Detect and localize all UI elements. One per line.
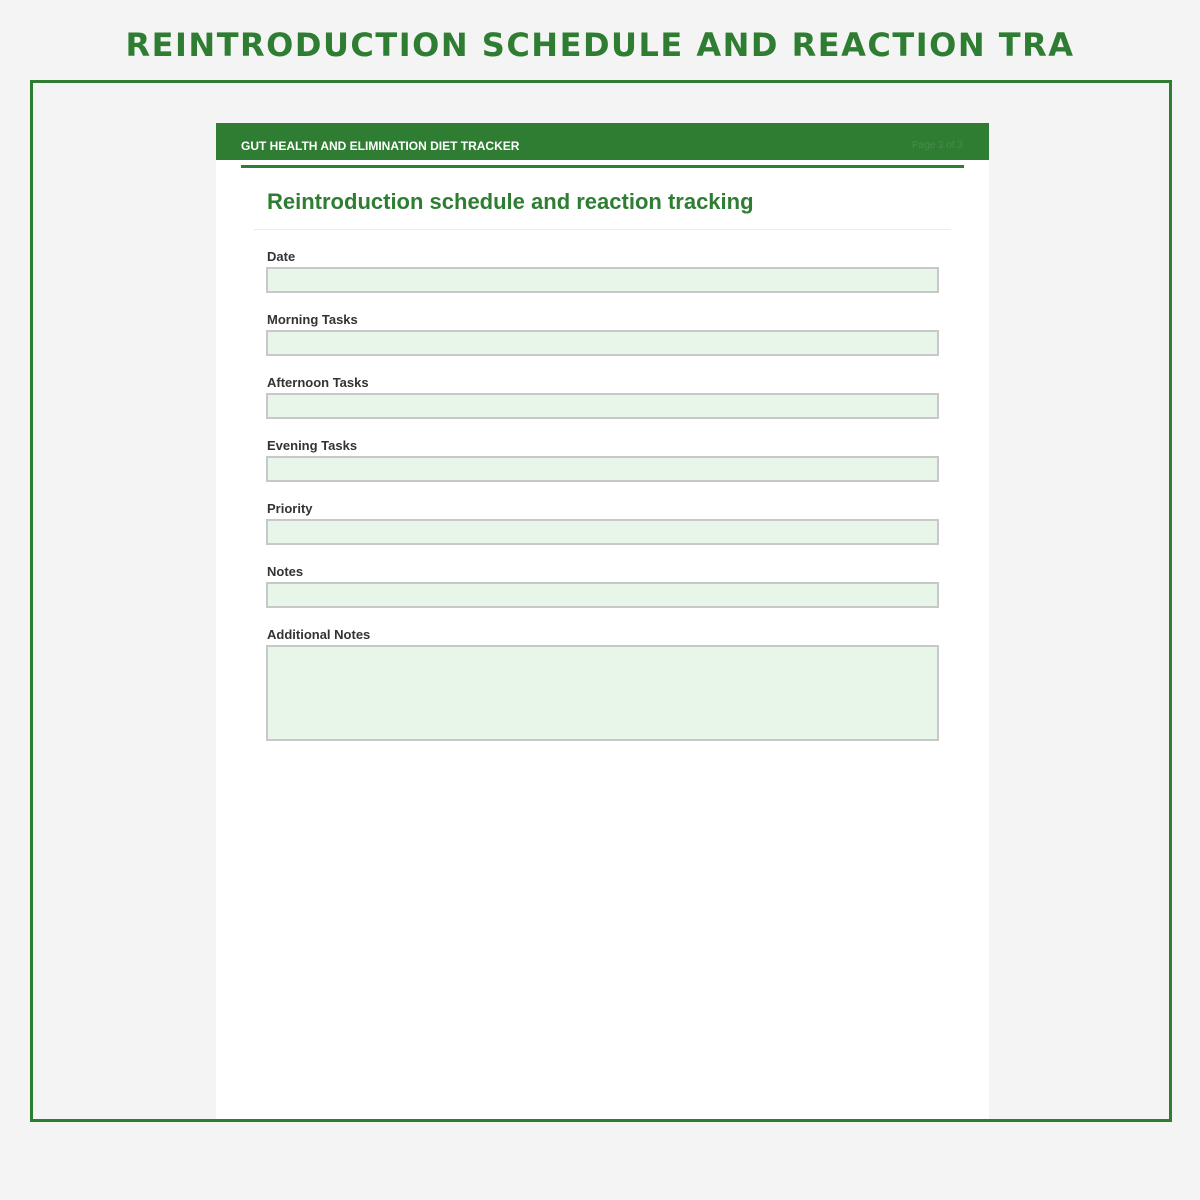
evening-tasks-label: Evening Tasks <box>267 438 358 453</box>
header-divider <box>241 165 964 168</box>
date-label: Date <box>267 249 296 264</box>
section-title: Reintroduction schedule and reaction tracking <box>267 189 754 214</box>
afternoon-tasks-label: Afternoon Tasks <box>267 375 369 390</box>
additional-notes-label: Additional Notes <box>267 627 371 642</box>
document-page <box>216 123 989 1122</box>
notes-field[interactable] <box>266 582 939 608</box>
page-heading: REINTRODUCTION SCHEDULE AND REACTION TRA <box>125 26 1075 64</box>
tracker-title: GUT HEALTH AND ELIMINATION DIET TRACKER <box>241 139 520 153</box>
evening-tasks-field[interactable] <box>266 456 939 482</box>
page-header-bar <box>216 123 989 160</box>
notes-label: Notes <box>267 564 304 579</box>
section-divider <box>254 229 951 230</box>
priority-field[interactable] <box>266 519 939 545</box>
additional-notes-textarea[interactable] <box>266 645 939 741</box>
afternoon-tasks-field[interactable] <box>266 393 939 419</box>
priority-label: Priority <box>267 501 313 516</box>
date-field[interactable] <box>266 267 939 293</box>
morning-tasks-label: Morning Tasks <box>267 312 358 327</box>
morning-tasks-field[interactable] <box>266 330 939 356</box>
document-frame <box>30 80 1172 1122</box>
page-indicator: Page 3 of 3 <box>911 140 963 151</box>
